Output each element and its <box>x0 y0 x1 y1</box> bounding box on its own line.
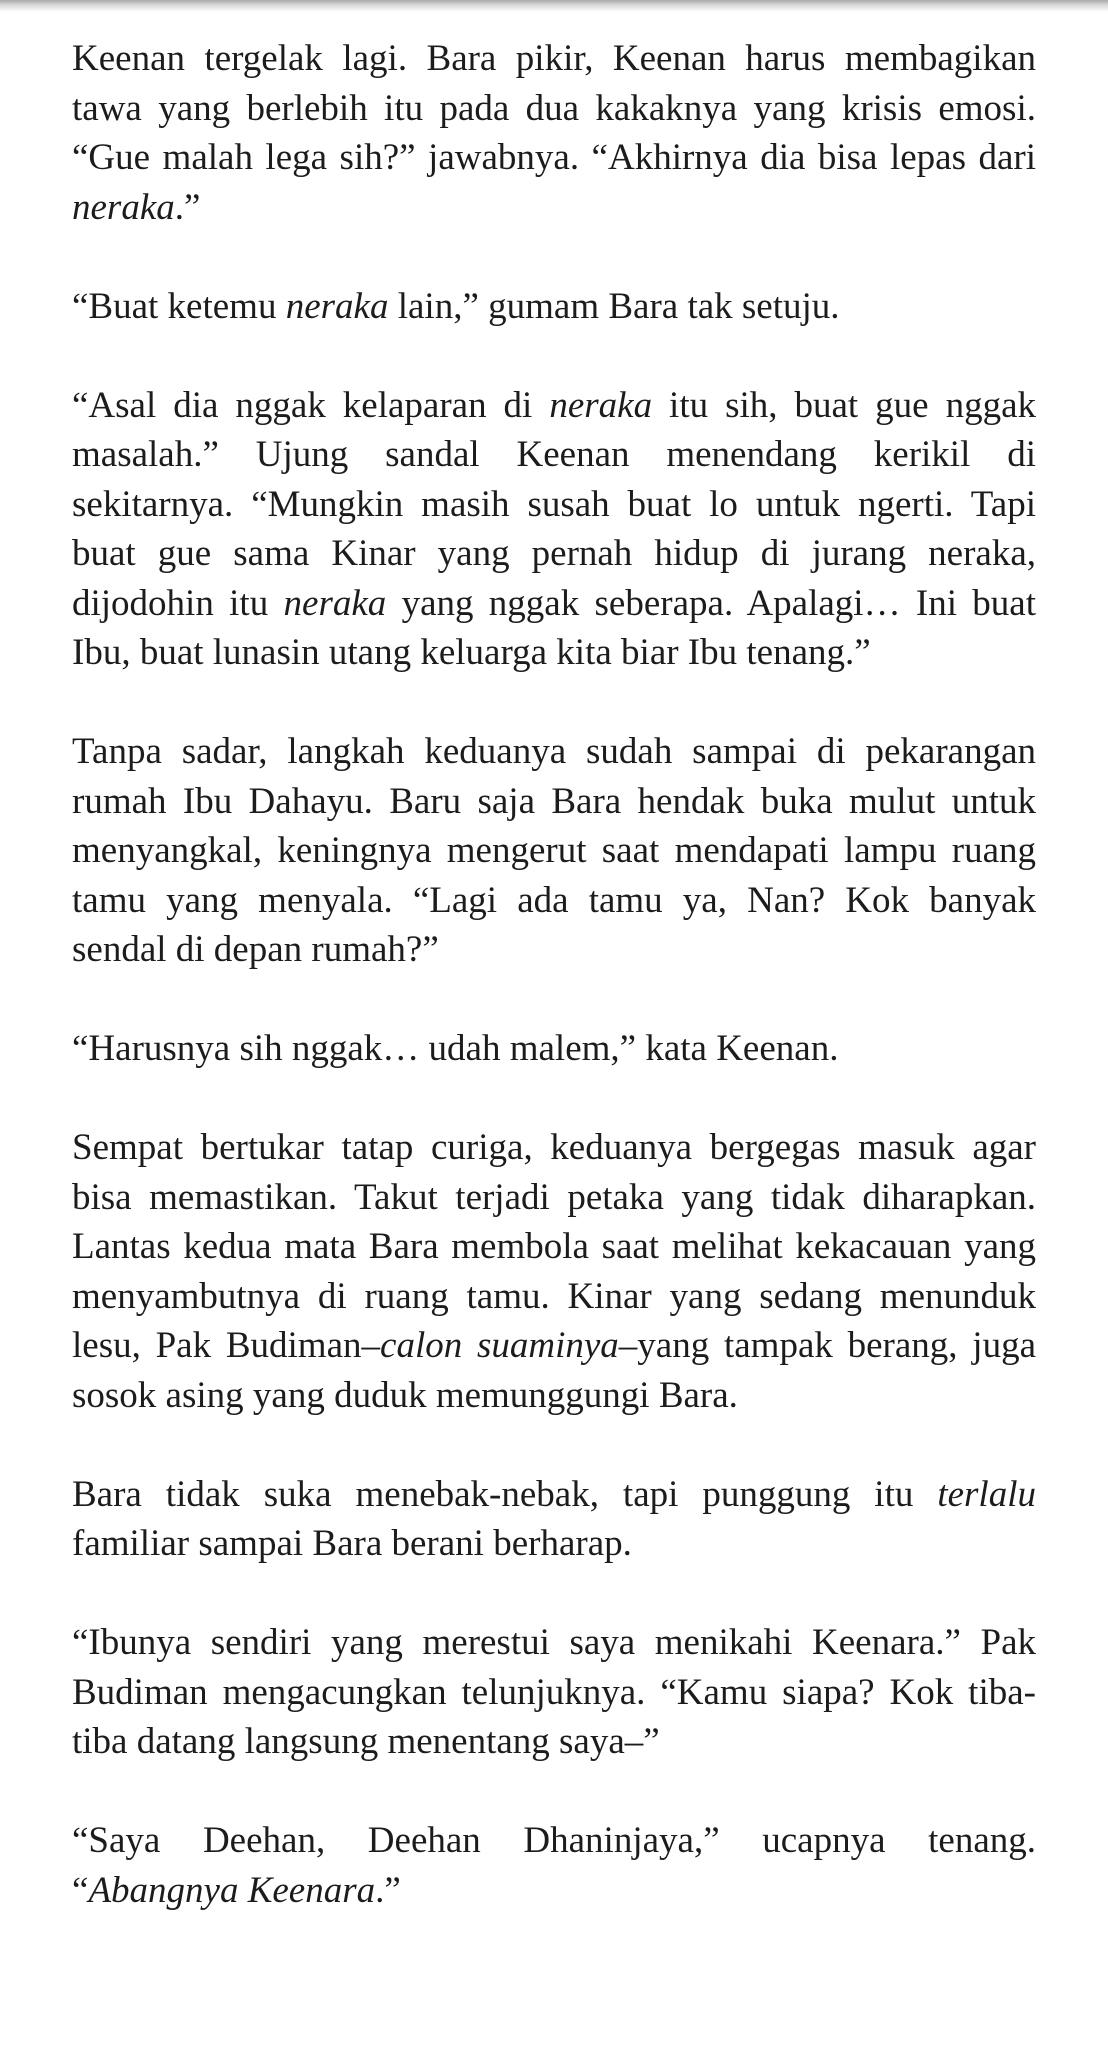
paragraph-6 <box>72 1123 1036 1420</box>
text-span: “Harusnya sih nggak… udah malem,” kata Keenan. <box>72 1028 839 1069</box>
text-span: “Saya Deehan, Deehan Dhaninjaya,” ucapnya tenang. “ <box>72 1820 1036 1911</box>
italic-span: terlalu <box>937 1473 1036 1515</box>
italic-span: neraka <box>72 186 175 228</box>
italic-span: neraka <box>285 285 389 327</box>
text-span: .” <box>375 1869 401 1911</box>
paragraph-1 <box>72 34 1036 232</box>
paragraph-3 <box>72 381 1036 678</box>
text-span: yang nggak seberapa. Apalagi… Ini buat Ibu, buat lunasin utang keluarga kita biar Ibu tenang.” <box>72 582 1036 673</box>
text-span: Bara tidak suka menebak-nebak, tapi punggung itu <box>72 1473 938 1515</box>
text-span: Keenan tergelak lagi. Bara pikir, Keenan harus membagikan tawa yang berlebih itu pada dua kakaknya yang krisis emosi. “Gue malah lega sih?” jawabnya. “Akhirnya dia bisa lepas dari <box>72 38 1036 178</box>
italic-span: Abangnya Keenara <box>88 1869 376 1911</box>
top-edge-shadow <box>0 0 1108 12</box>
paragraph-4 <box>72 727 1036 975</box>
text-span: familiar sampai Bara berani berharap. <box>72 1523 632 1564</box>
text-span: lain,” gumam Bara tak setuju. <box>388 285 840 327</box>
paragraph-9 <box>72 1816 1036 1915</box>
text-span: “Asal dia nggak kelaparan di <box>72 384 550 426</box>
paragraph-8 <box>72 1618 1036 1767</box>
paragraph-2 <box>72 282 1036 332</box>
reader-page <box>72 34 1036 1965</box>
text-span: Tanpa sadar, langkah keduanya sudah sampai di pekarangan rumah Ibu Dahayu. Baru saja Bara hendak buka mulut untuk menyangkal, keningnya mengerut saat mendapati lampu ruang tamu yang menyala. “Lagi ada tamu ya, Nan? Kok banyak sendal di depan rumah?” <box>72 731 1036 970</box>
text-span: itu sih, buat gue nggak masalah.” Ujung sandal Keenan menendang kerikil di sekitarnya. “Mungkin masih susah buat lo untuk ngerti. Tapi buat gue sama Kinar yang pernah hidup di jurang neraka, dijodohin itu <box>72 384 1036 624</box>
paragraph-7 <box>72 1470 1036 1569</box>
text-span: Sempat bertukar tatap curiga, keduanya bergegas masuk agar bisa memastikan. Takut terjadi petaka yang tidak diharapkan. Lantas kedua mata Bara membola saat melihat kekacauan yang menyambutnya di ruang tamu. Kinar yang sedang menunduk lesu, Pak Budiman– <box>72 1127 1036 1366</box>
text-span: .” <box>174 186 201 228</box>
italic-span: neraka <box>283 582 387 624</box>
paragraph-5 <box>72 1024 1036 1074</box>
text-span: “Ibunya sendiri yang merestui saya menikahi Keenara.” Pak Budiman mengacungkan telunjuknya. “Kamu siapa? Kok tiba-tiba datang langsung menentang saya–” <box>72 1622 1036 1762</box>
text-span: “Buat ketemu <box>72 285 286 327</box>
text-span: –yang tampak berang, juga sosok asing yang duduk memunggungi Bara. <box>72 1325 1036 1416</box>
italic-span: neraka <box>549 384 653 426</box>
italic-span: calon suaminya <box>380 1325 619 1366</box>
